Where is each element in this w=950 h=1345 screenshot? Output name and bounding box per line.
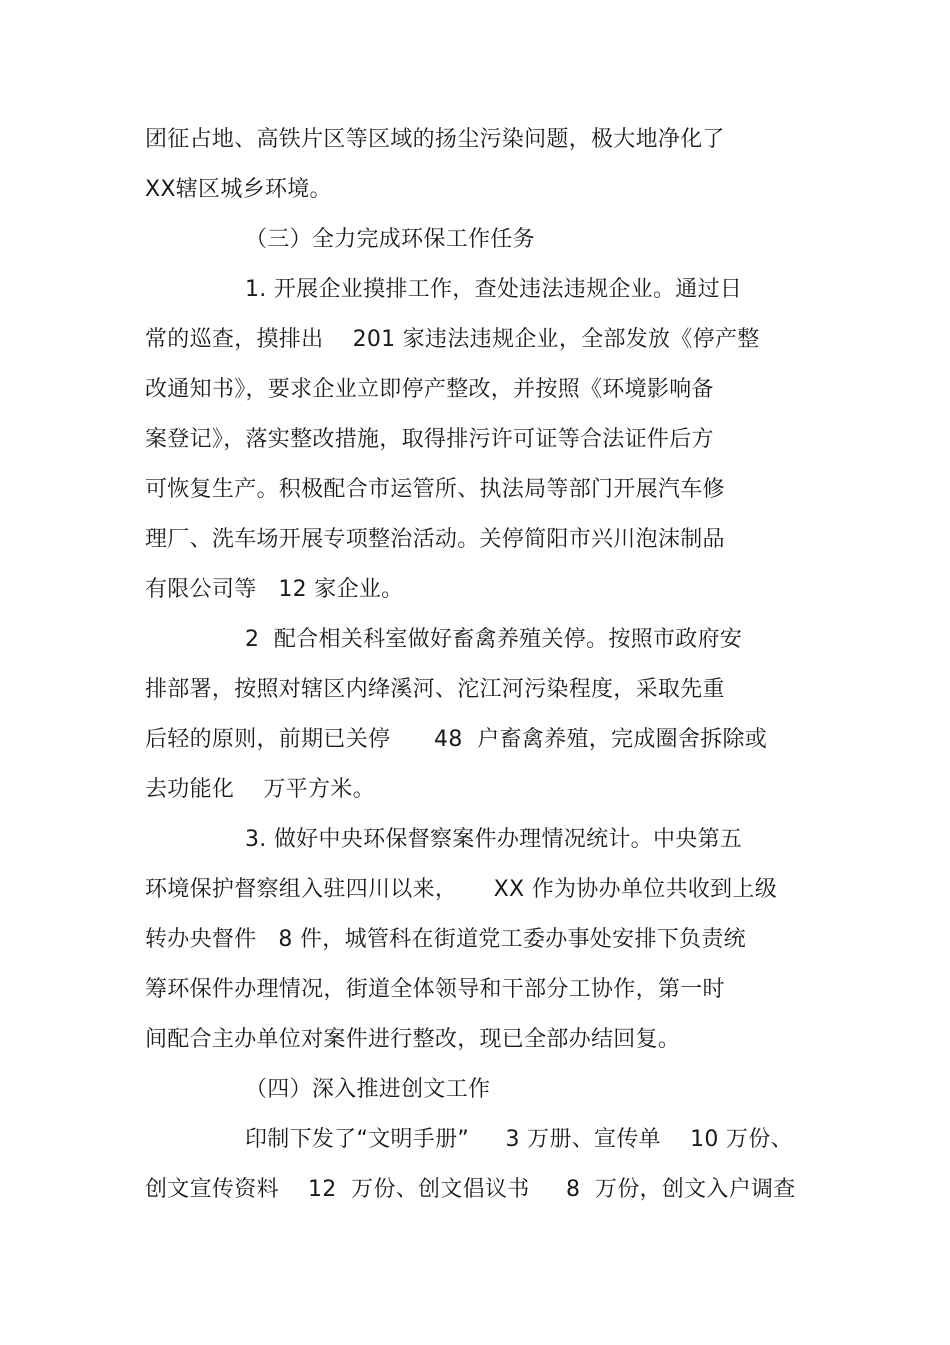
section-heading: （三）全力完成环保工作任务	[245, 227, 535, 252]
body-text-line: 团征占地、高铁片区等区域的扬尘污染问题，极大地净化了	[145, 127, 725, 152]
body-text-line: 转办央督件 8 件，城管科在街道党工委办事处安排下负责统	[145, 927, 746, 952]
body-text-line: 案登记》，落实整改措施，取得排污许可证等合法证件后方	[145, 427, 714, 452]
body-text-line: 3. 做好中央环保督察案件办理情况统计。中央第五	[245, 827, 743, 852]
body-text-line: 印制下发了“文明手册” 3 万册、宣传单 10 万份、	[245, 1127, 793, 1152]
body-text-line: 1. 开展企业摸排工作，查处违法违规企业。通过日	[245, 277, 743, 302]
body-text-line: 理厂、洗车场开展专项整治活动。关停简阳市兴川泡沫制品	[145, 527, 725, 552]
body-text-line: 可恢复生产。积极配合市运管所、执法局等部门开展汽车修	[145, 477, 725, 502]
body-text-line: 后轻的原则，前期已关停 48 户畜禽养殖，完成圈舍拆除或	[145, 727, 768, 752]
body-text-line: 有限公司等 12 家企业。	[145, 577, 404, 602]
body-text-line: 2 配合相关科室做好畜禽养殖关停。按照市政府安	[245, 627, 743, 652]
body-text-line: 排部署，按照对辖区内绛溪河、沱江河污染程度，采取先重	[145, 677, 725, 702]
body-text-line: 筹环保件办理情况，街道全体领导和干部分工协作，第一时	[145, 977, 725, 1002]
body-text-line: 创文宣传资料 12 万份、创文倡议书 8 万份，创文入户调查	[145, 1177, 796, 1202]
body-text-line: 去功能化 万平方米。	[145, 777, 375, 802]
section-heading: （四）深入推进创文工作	[245, 1077, 491, 1102]
body-text-line: XX辖区城乡环境。	[145, 177, 332, 202]
body-text-line: 间配合主办单位对案件进行整改，现已全部办结回复。	[145, 1027, 681, 1052]
body-text-line: 环境保护督察组入驻四川以来， XX 作为协办单位共收到上级	[145, 877, 778, 902]
body-text-line: 常的巡查，摸排出 201 家违法违规企业，全部发放《停产整	[145, 327, 760, 352]
body-text-line: 改通知书》，要求企业立即停产整改，并按照《环境影响备	[145, 377, 714, 402]
